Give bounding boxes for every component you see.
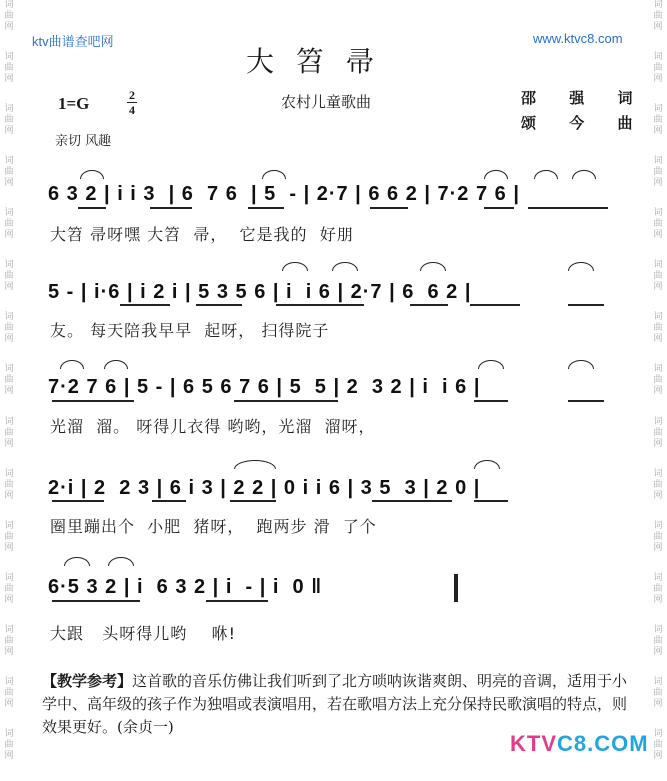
side-watermark-glyph: 曲 <box>653 11 663 21</box>
notation-line-3: 7·2 7 6 | 5 - | 6 5 6 7 6 | 5 5 | 2 3 2 | i i 6 | <box>48 376 481 398</box>
side-watermark-glyph: 曲 <box>4 583 14 594</box>
tie-mark <box>534 170 558 179</box>
underline-mark <box>484 207 514 209</box>
side-watermark-glyph: 网 <box>653 646 663 657</box>
tie-mark <box>568 262 594 271</box>
tie-mark <box>104 360 128 369</box>
side-watermark-glyph: 词 <box>653 156 663 167</box>
side-watermark-glyph: 曲 <box>4 687 14 698</box>
teaching-label: 【教学参考】 <box>42 672 133 690</box>
side-watermark-glyph: 词 <box>4 572 14 583</box>
side-watermark-glyph: 曲 <box>653 427 663 438</box>
side-watermark-glyph: 词 <box>4 104 14 115</box>
side-watermark-glyph: 曲 <box>4 427 14 438</box>
underline-mark <box>410 304 448 306</box>
side-watermark-glyph: 词 <box>653 676 663 687</box>
side-watermark-glyph: 词 <box>4 312 14 323</box>
logo-text-a: KTV <box>510 731 557 756</box>
tie-mark <box>568 360 594 369</box>
song-subtitle: 农村儿童歌曲 <box>281 93 372 111</box>
side-watermark-glyph: 网 <box>653 230 663 241</box>
side-watermark-glyph: 词 <box>653 624 663 635</box>
side-watermark-glyph: 曲 <box>653 479 663 490</box>
side-watermark-glyph: 网 <box>4 594 14 605</box>
side-watermark-glyph: 网 <box>653 74 663 85</box>
notation-line-4: 2·i | 2 2 3 | 6 i 3 | 2 2 | 0 i i 6 | 3 5 3 | 2 0 | <box>48 477 481 499</box>
side-watermark-glyph: 词 <box>4 52 14 63</box>
watermark-left: ktv曲谱查吧网 <box>32 34 114 49</box>
side-watermark-glyph: 曲 <box>4 739 14 750</box>
side-watermark-glyph: 词 <box>653 520 663 531</box>
underline-mark <box>276 304 364 306</box>
tie-mark <box>572 170 596 179</box>
underline-mark <box>370 207 408 209</box>
key-signature: 1=G <box>58 94 90 113</box>
composer-credit: 颂 今 曲 <box>521 114 647 132</box>
side-watermark-glyph: 词 <box>653 208 663 219</box>
underline-mark <box>206 600 268 602</box>
side-watermark-glyph: 词 <box>4 728 14 739</box>
side-watermark-glyph: 曲 <box>653 219 663 230</box>
side-watermark-glyph: 曲 <box>4 635 14 646</box>
side-watermark-glyph: 曲 <box>653 687 663 698</box>
side-watermark-glyph: 曲 <box>4 115 14 126</box>
tie-mark <box>420 262 446 271</box>
side-watermark-glyph: 词 <box>653 364 663 375</box>
side-watermark-glyph: 曲 <box>4 323 14 334</box>
side-watermark-glyph: 词 <box>4 208 14 219</box>
tie-mark <box>332 262 358 271</box>
time-signature-bottom: 4 <box>129 103 135 117</box>
side-watermark-glyph: 词 <box>653 416 663 427</box>
side-watermark-glyph: 网 <box>653 438 663 449</box>
tie-mark <box>282 262 308 271</box>
underline-mark <box>234 400 338 402</box>
side-watermark-glyph: 曲 <box>653 583 663 594</box>
tie-mark <box>80 170 104 179</box>
side-watermark-glyph: 网 <box>4 438 14 449</box>
side-watermark-glyph: 曲 <box>653 63 663 74</box>
underline-mark <box>528 207 608 209</box>
tie-mark <box>484 170 508 179</box>
side-watermark-glyph: 网 <box>4 74 14 85</box>
side-watermark-glyph: 曲 <box>653 531 663 542</box>
side-watermark-glyph: 词 <box>653 468 663 479</box>
side-watermark-glyph: 网 <box>653 282 663 293</box>
underline-mark <box>120 304 170 306</box>
side-watermark-glyph: 词 <box>653 572 663 583</box>
underline-mark <box>196 304 242 306</box>
notation-line-5: 6·5 3 2 | i 6 3 2 | i - | i 0 ‖ <box>48 576 323 598</box>
underline-mark <box>248 207 284 209</box>
side-watermark-glyph: 网 <box>653 594 663 605</box>
lyrics-line-1: 大笤 帚呀嘿 大笤 帚， 它是我的 好朋 <box>50 225 354 244</box>
time-signature-top: 2 <box>129 88 135 102</box>
side-watermark-glyph: 网 <box>653 542 663 553</box>
tie-mark <box>108 557 134 566</box>
underline-mark <box>470 304 520 306</box>
side-watermark-glyph: 词 <box>653 0 663 10</box>
teaching-note <box>42 670 632 739</box>
side-watermark-glyph: 词 <box>653 52 663 63</box>
underline-mark <box>52 600 140 602</box>
underline-mark <box>474 500 508 502</box>
underline-mark <box>78 207 106 209</box>
underline-mark <box>52 500 104 502</box>
side-watermark-glyph: 词 <box>4 260 14 271</box>
side-watermark-glyph: 网 <box>4 282 14 293</box>
side-watermark-glyph: 网 <box>4 230 14 241</box>
side-watermark-glyph: 网 <box>653 178 663 189</box>
tie-mark <box>262 170 286 179</box>
notation-line-1: 6 3 2 | i i 3 | 6 7 6 | 5 - | 2·7 | 6 6 2 | 7·2 7 6 | <box>48 183 520 205</box>
side-watermark-glyph: 词 <box>4 364 14 375</box>
underline-mark <box>150 207 192 209</box>
song-title: 大笤帚 <box>246 45 397 78</box>
side-watermark-glyph: 曲 <box>4 479 14 490</box>
side-watermark-glyph: 网 <box>653 22 663 32</box>
side-watermark-glyph: 曲 <box>653 271 663 282</box>
lyricist-credit: 邵 强 词 <box>521 89 647 107</box>
side-watermark-glyph: 网 <box>4 750 14 761</box>
side-watermark-glyph: 词 <box>653 312 663 323</box>
underline-mark <box>372 500 452 502</box>
side-watermark-glyph: 曲 <box>4 167 14 178</box>
teaching-text: 这首歌的音乐仿佛让我们听到了北方唢呐诙谐爽朗、明亮的音调，适用于小学中、高年级的孩子作为独唱或表演唱用，若在歌唱方法上充分保持民歌演唱的特点，则效果更好。(余贞一) <box>42 672 628 736</box>
underline-mark <box>52 400 134 402</box>
side-watermark-glyph: 网 <box>653 126 663 137</box>
left-watermark-strip <box>2 0 16 781</box>
tie-mark <box>64 557 90 566</box>
underline-mark <box>568 304 604 306</box>
time-signature <box>127 89 137 116</box>
right-watermark-strip <box>651 0 665 781</box>
side-watermark-glyph: 词 <box>4 520 14 531</box>
underline-mark <box>474 400 508 402</box>
side-watermark-glyph: 网 <box>4 334 14 345</box>
side-watermark-glyph: 网 <box>4 542 14 553</box>
side-watermark-glyph: 网 <box>653 490 663 501</box>
side-watermark-glyph: 网 <box>4 22 14 32</box>
side-watermark-glyph: 词 <box>653 260 663 271</box>
lyrics-line-4: 圈里蹦出个 小肥 猪呀， 跑两步 滑 了个 <box>50 517 377 536</box>
side-watermark-glyph: 曲 <box>4 11 14 21</box>
side-watermark-glyph: 曲 <box>653 375 663 386</box>
side-watermark-glyph: 曲 <box>4 271 14 282</box>
final-barline <box>454 574 458 602</box>
side-watermark-glyph: 网 <box>653 386 663 397</box>
side-watermark-glyph: 词 <box>4 156 14 167</box>
side-watermark-glyph: 词 <box>4 676 14 687</box>
side-watermark-glyph: 网 <box>4 126 14 137</box>
tie-mark <box>234 460 276 469</box>
lyrics-line-5: 大跟 头呀得儿哟 咻! <box>50 624 237 643</box>
side-watermark-glyph: 曲 <box>653 739 663 750</box>
site-logo <box>510 731 649 757</box>
side-watermark-glyph: 词 <box>4 468 14 479</box>
tie-mark <box>478 360 504 369</box>
side-watermark-glyph: 网 <box>653 750 663 761</box>
watermark-right: www.ktvc8.com <box>533 31 623 46</box>
side-watermark-glyph: 曲 <box>653 167 663 178</box>
side-watermark-glyph: 网 <box>653 698 663 709</box>
side-watermark-glyph: 网 <box>4 178 14 189</box>
expression-mark: 亲切 风趣 <box>55 134 112 149</box>
underline-mark <box>152 500 186 502</box>
underline-mark <box>230 500 276 502</box>
lyrics-line-2: 友。 每天陪我早早 起呀， 扫得院子 <box>50 321 330 340</box>
side-watermark-glyph: 网 <box>4 698 14 709</box>
side-watermark-glyph: 曲 <box>4 219 14 230</box>
side-watermark-glyph: 曲 <box>4 375 14 386</box>
notation-line-2: 5 - | i·6 | i 2 i | 5 3 5 6 | i i 6 | 2·7 | 6 6 2 | <box>48 281 472 303</box>
side-watermark-glyph: 网 <box>653 334 663 345</box>
side-watermark-glyph: 网 <box>4 386 14 397</box>
side-watermark-glyph: 词 <box>653 104 663 115</box>
side-watermark-glyph: 词 <box>653 728 663 739</box>
side-watermark-glyph: 网 <box>4 646 14 657</box>
side-watermark-glyph: 曲 <box>653 635 663 646</box>
side-watermark-glyph: 词 <box>4 416 14 427</box>
side-watermark-glyph: 曲 <box>653 115 663 126</box>
lyrics-line-3: 光溜 溜。 呀得儿衣得 哟哟，光溜 溜呀， <box>50 417 376 436</box>
tie-mark <box>60 360 84 369</box>
tie-mark <box>474 460 500 469</box>
side-watermark-glyph: 曲 <box>4 531 14 542</box>
side-watermark-glyph: 曲 <box>4 63 14 74</box>
side-watermark-glyph: 词 <box>4 624 14 635</box>
underline-mark <box>568 400 604 402</box>
side-watermark-glyph: 曲 <box>653 323 663 334</box>
side-watermark-glyph: 词 <box>4 0 14 10</box>
side-watermark-glyph: 网 <box>4 490 14 501</box>
logo-text-b: C8.COM <box>557 731 649 756</box>
